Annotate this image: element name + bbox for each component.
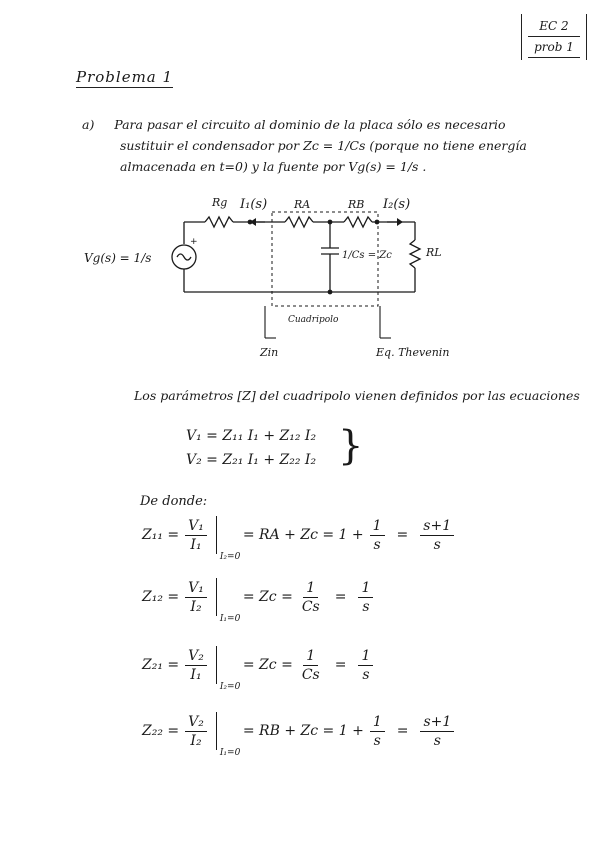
z12-num: V₁ [185,580,207,598]
z12-ratio [185,580,207,615]
z11-cond: I₂=0 [219,552,241,562]
part-a-text-1: Para pasar el circuito al dominio de la placa sólo es necesario [114,117,506,132]
circuit-diagram [80,186,480,376]
params-sentence: Los parámetros [Z] del cuadripolo vienen definidos por las ecuaciones [134,388,580,403]
z11-den: I₁ [190,536,202,553]
z22-eval-bar [216,712,241,758]
course-tag-line1: EC 2 [528,16,580,37]
z21-result-num: 1 [358,648,373,666]
z12-equation [142,578,379,624]
z22-equation [142,712,460,758]
equation-v2: V₂ = Z₂₁ I₁ + Z₂₂ I₂ [186,452,317,468]
z21-rhs: = Zc = [242,657,293,673]
z22-num: V₂ [185,714,207,732]
course-tag [521,14,587,60]
z11-result-den: s [433,536,441,553]
z12-rhs: = Zc = [242,589,293,605]
de-donde-label: De donde: [140,494,208,509]
z12-cond: I₁=0 [219,614,241,624]
part-a-line-2: sustituir el condensador por Zc = 1/Cs (porque no tiene energía [120,138,527,153]
z12-eq: = [334,589,347,605]
z12-result-num: 1 [358,580,373,598]
z21-ratio [185,648,207,683]
quadripole-label: Cuadripolo [288,315,339,325]
rl-label: RL [426,246,442,259]
z22-frac-den: s [373,732,381,749]
z22-rhs: = RB + Zc = 1 + [242,723,364,739]
z21-frac-num: 1 [303,648,318,666]
z22-frac [370,714,385,749]
z21-frac [299,648,323,683]
z11-eval-bar [216,516,241,562]
source-label: Vg(s) = 1/s [84,251,152,265]
z12-lhs: Z₁₂ = [142,589,180,605]
svg-text:+: + [190,237,198,247]
z11-num: V₁ [185,518,207,536]
z22-result-den: s [433,732,441,749]
problem-title: Problema 1 [76,68,174,86]
equation-v1: V₁ = Z₁₁ I₁ + Z₁₂ I₂ [186,428,317,444]
z11-result-num: s+1 [420,518,454,536]
part-a-paragraph [82,114,582,177]
z21-lhs: Z₂₁ = [142,657,180,673]
z22-eq: = [396,723,409,739]
z11-result [420,518,454,553]
i1-label: I₁(s) [240,197,268,212]
z11-eq: = [396,527,409,543]
z11-frac-num: 1 [370,518,385,536]
z21-num: V₂ [185,648,207,666]
z21-result [358,648,373,683]
z21-eq: = [334,657,347,673]
z21-equation [142,646,379,692]
equation-brace: } [338,423,364,469]
z21-frac-den: Cs [301,666,320,683]
zin-label: Zin [260,346,279,359]
z22-result-num: s+1 [420,714,454,732]
z12-frac [299,580,323,615]
i2-label: I₂(s) [383,197,411,212]
z11-lhs: Z₁₁ = [142,527,180,543]
zc-label: 1/Cs = Zc [342,250,392,261]
z22-ratio [185,714,207,749]
ra-label: RA [294,198,311,211]
z21-den: I₁ [190,666,202,683]
z22-lhs: Z₂₂ = [142,723,180,739]
part-a-line-1 [82,114,582,135]
z12-result-den: s [362,598,370,615]
z11-equation [142,516,460,562]
course-tag-line2: prob 1 [528,37,580,58]
z12-eval-bar [216,578,241,624]
part-a-label: a) [82,117,95,132]
z21-result-den: s [362,666,370,683]
z12-frac-den: Cs [301,598,320,615]
z11-frac-den: s [373,536,381,553]
rg-label: Rg [212,196,228,209]
z11-ratio [185,518,207,553]
z11-rhs: = RA + Zc = 1 + [242,527,364,543]
thevenin-label: Eq. Thevenin [376,346,450,359]
rb-label: RB [348,198,365,211]
z22-cond: I₁=0 [219,748,241,758]
z11-frac [370,518,385,553]
z22-den: I₂ [190,732,202,749]
z21-cond: I₂=0 [219,682,241,692]
z21-eval-bar [216,646,241,692]
z12-frac-num: 1 [303,580,318,598]
part-a-line-3: almacenada en t=0) y la fuente por Vg(s) = 1/s . [120,159,427,174]
z12-result [358,580,373,615]
z22-result [420,714,454,749]
z12-den: I₂ [190,598,202,615]
z22-frac-num: 1 [370,714,385,732]
